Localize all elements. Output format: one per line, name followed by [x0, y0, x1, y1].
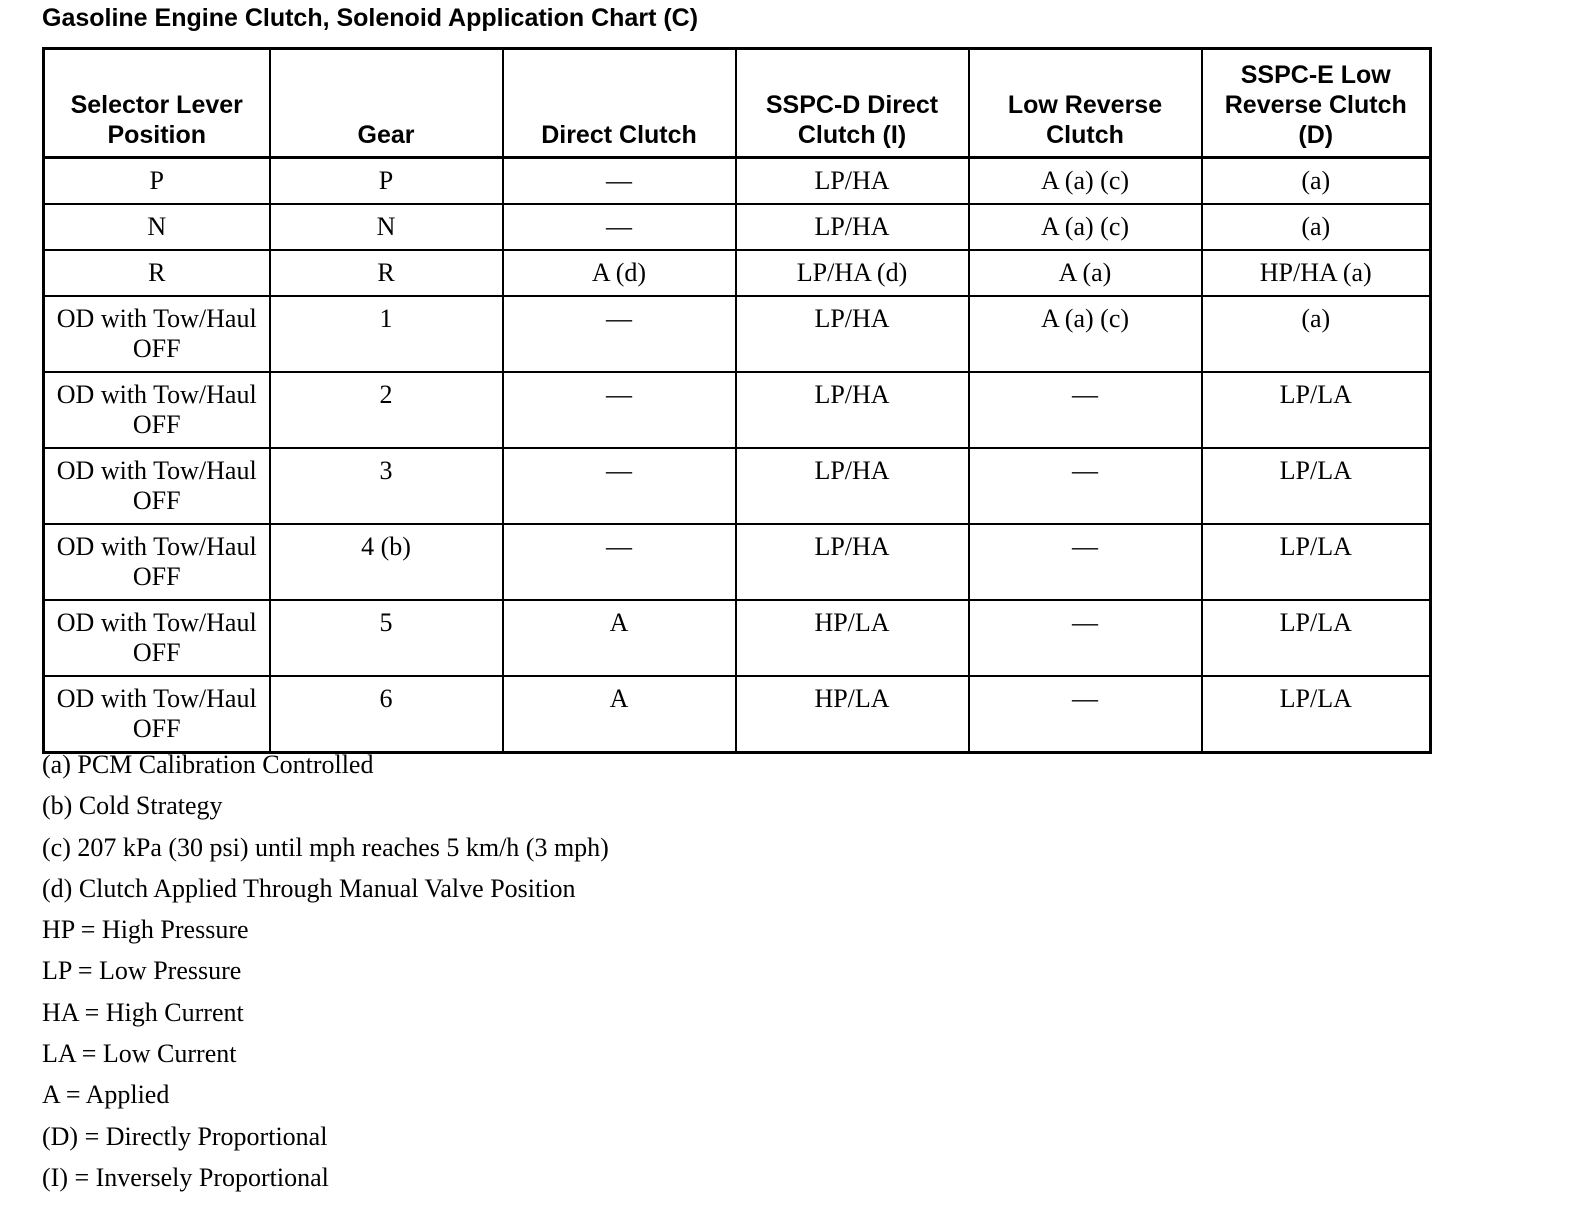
footnote-d: (d) Clutch Applied Through Manual Valve Position: [42, 873, 576, 903]
legend-inversely-proportional: (I) = Inversely Proportional: [42, 1162, 329, 1192]
header-low-reverse-clutch: Low Reverse Clutch: [969, 49, 1202, 158]
table-cell: 3: [270, 448, 503, 524]
table-cell: P: [44, 158, 270, 205]
table-row: [44, 204, 1431, 250]
footnote-c: (c) 207 kPa (30 psi) until mph reaches 5 km/h (3 mph): [42, 832, 609, 862]
table-cell: —: [503, 158, 736, 205]
clutch-solenoid-application-table: [42, 47, 1432, 754]
table-row: [44, 600, 1431, 676]
table-cell: 1: [270, 296, 503, 372]
table-cell: —: [969, 372, 1202, 448]
table-cell: A (a): [969, 250, 1202, 296]
table-cell: LP/HA (d): [736, 250, 969, 296]
table-cell: OD with Tow/Haul OFF: [44, 448, 270, 524]
table-cell: —: [969, 600, 1202, 676]
table-cell: (a): [1202, 296, 1431, 372]
table-cell: HP/HA (a): [1202, 250, 1431, 296]
table-cell: —: [969, 676, 1202, 753]
table-cell: 6: [270, 676, 503, 753]
table-cell: OD with Tow/Haul OFF: [44, 600, 270, 676]
table-cell: LP/LA: [1202, 600, 1431, 676]
table-cell: HP/LA: [736, 676, 969, 753]
table-cell: N: [270, 204, 503, 250]
legend-lp: LP = Low Pressure: [42, 956, 242, 986]
table-cell: OD with Tow/Haul OFF: [44, 372, 270, 448]
table-cell: 2: [270, 372, 503, 448]
table-cell: R: [270, 250, 503, 296]
footnote-a: (a) PCM Calibration Controlled: [42, 750, 374, 779]
header-direct-clutch: Direct Clutch: [503, 49, 736, 158]
table-cell: LP/HA: [736, 296, 969, 372]
table-cell: HP/LA: [736, 600, 969, 676]
table-cell: LP/LA: [1202, 372, 1431, 448]
table-cell: 5: [270, 600, 503, 676]
table-row: [44, 372, 1431, 448]
table-cell: (a): [1202, 158, 1431, 205]
table-row: [44, 250, 1431, 296]
table-cell: LP/HA: [736, 524, 969, 600]
table-cell: A (a) (c): [969, 158, 1202, 205]
table-header-row: [44, 49, 1431, 158]
header-selector-lever-position: Selector Lever Position: [44, 49, 270, 158]
legend-la: LA = Low Current: [42, 1039, 237, 1069]
table-cell: —: [503, 448, 736, 524]
table-cell: P: [270, 158, 503, 205]
legend-a: A = Applied: [42, 1080, 170, 1110]
table-cell: —: [969, 448, 1202, 524]
table-cell: —: [503, 524, 736, 600]
header-sspc-d-direct-clutch: SSPC-D Direct Clutch (I): [736, 49, 969, 158]
table-cell: LP/HA: [736, 448, 969, 524]
footnote-b: (b) Cold Strategy: [42, 791, 223, 821]
table-cell: LP/LA: [1202, 448, 1431, 524]
table-cell: LP/HA: [736, 372, 969, 448]
table-row: [44, 448, 1431, 524]
table-cell: N: [44, 204, 270, 250]
header-gear: Gear: [270, 49, 503, 158]
chart-title: Gasoline Engine Clutch, Solenoid Application Chart (C): [42, 4, 699, 32]
table-cell: A (a) (c): [969, 296, 1202, 372]
table-row: [44, 676, 1431, 753]
table-cell: —: [503, 296, 736, 372]
footnotes-legend: [42, 750, 609, 1204]
table-cell: (a): [1202, 204, 1431, 250]
table-cell: A (a) (c): [969, 204, 1202, 250]
table-cell: LP/HA: [736, 158, 969, 205]
table-cell: —: [503, 204, 736, 250]
legend-directly-proportional: (D) = Directly Proportional: [42, 1121, 328, 1151]
table-cell: A: [503, 600, 736, 676]
table-cell: OD with Tow/Haul OFF: [44, 296, 270, 372]
table-cell: A: [503, 676, 736, 753]
table-row: [44, 158, 1431, 205]
table-cell: R: [44, 250, 270, 296]
table-cell: OD with Tow/Haul OFF: [44, 524, 270, 600]
table-cell: OD with Tow/Haul OFF: [44, 676, 270, 753]
legend-hp: HP = High Pressure: [42, 915, 249, 945]
table-cell: 4 (b): [270, 524, 503, 600]
table-cell: LP/LA: [1202, 676, 1431, 753]
table-row: [44, 524, 1431, 600]
table-row: [44, 296, 1431, 372]
table-cell: A (d): [503, 250, 736, 296]
table-cell: —: [969, 524, 1202, 600]
header-sspc-e-low-reverse-clutch: SSPC-E Low Reverse Clutch (D): [1202, 49, 1431, 158]
table-cell: —: [503, 372, 736, 448]
table-cell: LP/LA: [1202, 524, 1431, 600]
table-cell: LP/HA: [736, 204, 969, 250]
legend-ha: HA = High Current: [42, 997, 244, 1027]
